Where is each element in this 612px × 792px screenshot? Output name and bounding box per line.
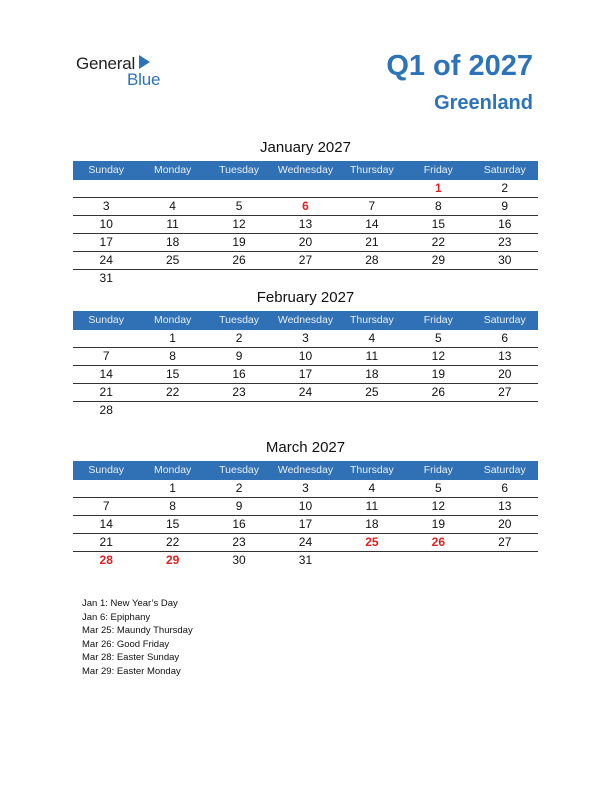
week-row: [73, 234, 538, 252]
day-cell: 15: [165, 517, 180, 531]
day-cell: 4: [368, 481, 376, 495]
day-cell: 13: [498, 349, 512, 363]
day-cell: 3: [302, 331, 309, 345]
weekday-label: Friday: [423, 164, 453, 176]
holiday-entry: Mar 29: Easter Monday: [82, 665, 181, 677]
day-cell: 2: [235, 481, 243, 495]
empty-day-cell: [339, 552, 405, 569]
weekday-label: Wednesday: [277, 464, 334, 476]
day-cell: 8: [434, 199, 442, 213]
day-cell: 6: [501, 331, 509, 345]
day-cell: 17: [298, 517, 313, 531]
day-cell: 5: [434, 331, 442, 345]
week-row: [73, 198, 538, 216]
day-cell: 24: [99, 253, 113, 267]
day-cell: 26: [431, 385, 445, 399]
day-cell: 18: [365, 517, 379, 531]
day-cell: 21: [365, 235, 379, 249]
day-cell: 22: [165, 385, 180, 399]
month-january: [73, 137, 538, 287]
week-row: [73, 534, 538, 552]
day-cell: 28: [99, 553, 113, 567]
weekday-label: Sunday: [88, 164, 125, 176]
logo-flag-icon: [139, 55, 150, 69]
day-cell: 10: [298, 349, 313, 363]
weekday-label: Thursday: [350, 164, 394, 176]
holiday-entry: Jan 1: New Year’s Day: [82, 598, 178, 609]
day-cell: 16: [232, 367, 246, 381]
day-cell: 7: [102, 499, 110, 513]
day-cell: 12: [431, 499, 445, 513]
empty-day-cell: [272, 270, 338, 287]
weekday-label: Monday: [153, 464, 192, 476]
day-cell: 10: [298, 499, 313, 513]
day-cell: 27: [498, 535, 512, 549]
empty-day-cell: [339, 402, 405, 419]
weekday-label: Tuesday: [219, 314, 259, 326]
day-cell: 20: [498, 517, 512, 531]
empty-day-cell: [139, 270, 205, 287]
month-title: January 2027: [260, 139, 351, 156]
week-row: [73, 402, 538, 419]
empty-day-cell: [405, 552, 471, 569]
weekday-label: Wednesday: [277, 314, 334, 326]
day-cell: 20: [498, 367, 512, 381]
day-cell: 11: [365, 349, 379, 363]
day-cell: 1: [169, 481, 176, 495]
weekday-header: [73, 461, 538, 480]
holiday-entry: Mar 28: Easter Sunday: [82, 652, 180, 663]
day-cell: 23: [232, 535, 246, 549]
empty-day-cell: [73, 330, 139, 347]
day-cell: 26: [431, 535, 445, 549]
day-cell: 11: [365, 499, 379, 513]
weekday-label: Thursday: [350, 314, 394, 326]
weekday-header: [73, 311, 538, 330]
weekday-label: Monday: [153, 314, 192, 326]
page-subtitle: Greenland: [434, 92, 533, 114]
day-cell: 26: [232, 253, 246, 267]
day-cell: 22: [165, 535, 180, 549]
day-cell: 15: [431, 217, 445, 231]
day-cell: 23: [498, 235, 512, 249]
week-row: [73, 348, 538, 366]
month-title: March 2027: [265, 439, 346, 456]
weekday-label: Saturday: [483, 464, 526, 476]
empty-day-cell: [206, 270, 272, 287]
empty-day-cell: [139, 402, 205, 419]
day-cell: 6: [501, 481, 509, 495]
day-cell: 20: [298, 235, 313, 249]
weekday-header: [73, 161, 538, 180]
day-cell: 14: [99, 517, 113, 531]
day-cell: 10: [99, 217, 113, 231]
day-cell: 5: [235, 199, 243, 213]
day-cell: 19: [232, 235, 246, 249]
week-row: [73, 384, 538, 402]
day-cell: 16: [232, 517, 246, 531]
weekday-label: Monday: [153, 164, 192, 176]
week-row: [73, 516, 538, 534]
day-cell: 25: [365, 385, 379, 399]
day-cell: 2: [501, 181, 509, 195]
weekday-label: Saturday: [483, 314, 526, 326]
empty-day-cell: [272, 402, 338, 419]
day-cell: 13: [498, 499, 512, 513]
empty-day-cell: [206, 180, 272, 197]
holiday-entry: Mar 25: Maundy Thursday: [82, 625, 193, 636]
day-cell: 3: [102, 199, 110, 213]
generalblue-logo: [76, 52, 176, 92]
day-cell: 31: [99, 271, 113, 285]
day-cell: 7: [102, 349, 110, 363]
week-row: [73, 330, 538, 348]
weekday-label: Tuesday: [219, 464, 259, 476]
week-row: [73, 252, 538, 270]
weekday-label: Sunday: [88, 314, 125, 326]
weekday-label: Tuesday: [219, 164, 259, 176]
empty-day-cell: [339, 180, 405, 197]
month-march: [73, 437, 538, 569]
day-cell: 13: [298, 217, 313, 231]
day-cell: 17: [99, 235, 113, 249]
day-cell: 28: [99, 403, 113, 417]
holiday-entry: Mar 26: Good Friday: [82, 638, 170, 650]
day-cell: 21: [99, 535, 113, 549]
day-cell: 25: [165, 253, 180, 267]
week-row: [73, 366, 538, 384]
empty-day-cell: [472, 270, 538, 287]
day-cell: 14: [99, 367, 113, 381]
week-row: [73, 480, 538, 498]
day-cell: 1: [434, 181, 442, 195]
day-cell: 31: [298, 553, 313, 567]
day-cell: 12: [431, 349, 445, 363]
empty-day-cell: [405, 270, 471, 287]
day-cell: 17: [298, 367, 313, 381]
day-cell: 7: [368, 199, 376, 213]
day-cell: 22: [431, 235, 445, 249]
logo-text-general: General: [76, 54, 136, 73]
day-cell: 3: [302, 481, 309, 495]
day-cell: 11: [166, 217, 179, 231]
day-cell: 12: [232, 217, 246, 231]
day-cell: 5: [434, 481, 442, 495]
day-cell: 28: [365, 253, 379, 267]
day-cell: 25: [365, 535, 379, 549]
week-row: [73, 216, 538, 234]
empty-day-cell: [73, 480, 139, 497]
weekday-label: Saturday: [483, 164, 526, 176]
day-cell: 19: [431, 517, 445, 531]
day-cell: 8: [169, 349, 176, 363]
day-cell: 8: [169, 499, 176, 513]
day-cell: 4: [169, 199, 176, 213]
empty-day-cell: [405, 402, 471, 419]
weekday-label: Wednesday: [277, 164, 334, 176]
week-row: [73, 498, 538, 516]
day-cell: 24: [298, 535, 313, 549]
day-cell: 4: [368, 331, 376, 345]
day-cell: 19: [431, 367, 445, 381]
day-cell: 23: [232, 385, 246, 399]
weekday-label: Sunday: [88, 464, 125, 476]
day-cell: 21: [99, 385, 113, 399]
day-cell: 30: [498, 253, 512, 267]
week-row: [73, 180, 538, 198]
page-title: Q1 of 2027: [386, 50, 533, 82]
day-cell: 29: [431, 253, 445, 267]
empty-day-cell: [206, 402, 272, 419]
day-cell: 30: [232, 553, 246, 567]
day-cell: 24: [298, 385, 313, 399]
month-february: [73, 287, 538, 419]
weekday-label: Friday: [423, 464, 453, 476]
day-cell: 18: [365, 367, 379, 381]
empty-day-cell: [472, 552, 538, 569]
day-cell: 14: [365, 217, 379, 231]
day-cell: 27: [298, 253, 313, 267]
day-cell: 18: [165, 235, 180, 249]
holiday-list: [82, 597, 193, 678]
week-row: [73, 552, 538, 569]
weekday-label: Friday: [423, 314, 453, 326]
month-title: February 2027: [256, 289, 355, 306]
day-cell: 1: [169, 331, 176, 345]
empty-day-cell: [339, 270, 405, 287]
empty-day-cell: [472, 402, 538, 419]
weekday-label: Thursday: [350, 464, 394, 476]
logo-text-blue: Blue: [127, 70, 161, 89]
empty-day-cell: [73, 180, 139, 197]
day-cell: 9: [235, 349, 243, 363]
week-row: [73, 270, 538, 287]
empty-day-cell: [272, 180, 338, 197]
empty-day-cell: [139, 180, 205, 197]
holiday-entry: Jan 6: Epiphany: [82, 611, 151, 623]
day-cell: 29: [165, 553, 180, 567]
day-cell: 9: [501, 199, 509, 213]
day-cell: 2: [235, 331, 243, 345]
day-cell: 6: [302, 199, 309, 213]
day-cell: 15: [165, 367, 180, 381]
day-cell: 16: [498, 217, 512, 231]
day-cell: 9: [235, 499, 243, 513]
day-cell: 27: [498, 385, 512, 399]
